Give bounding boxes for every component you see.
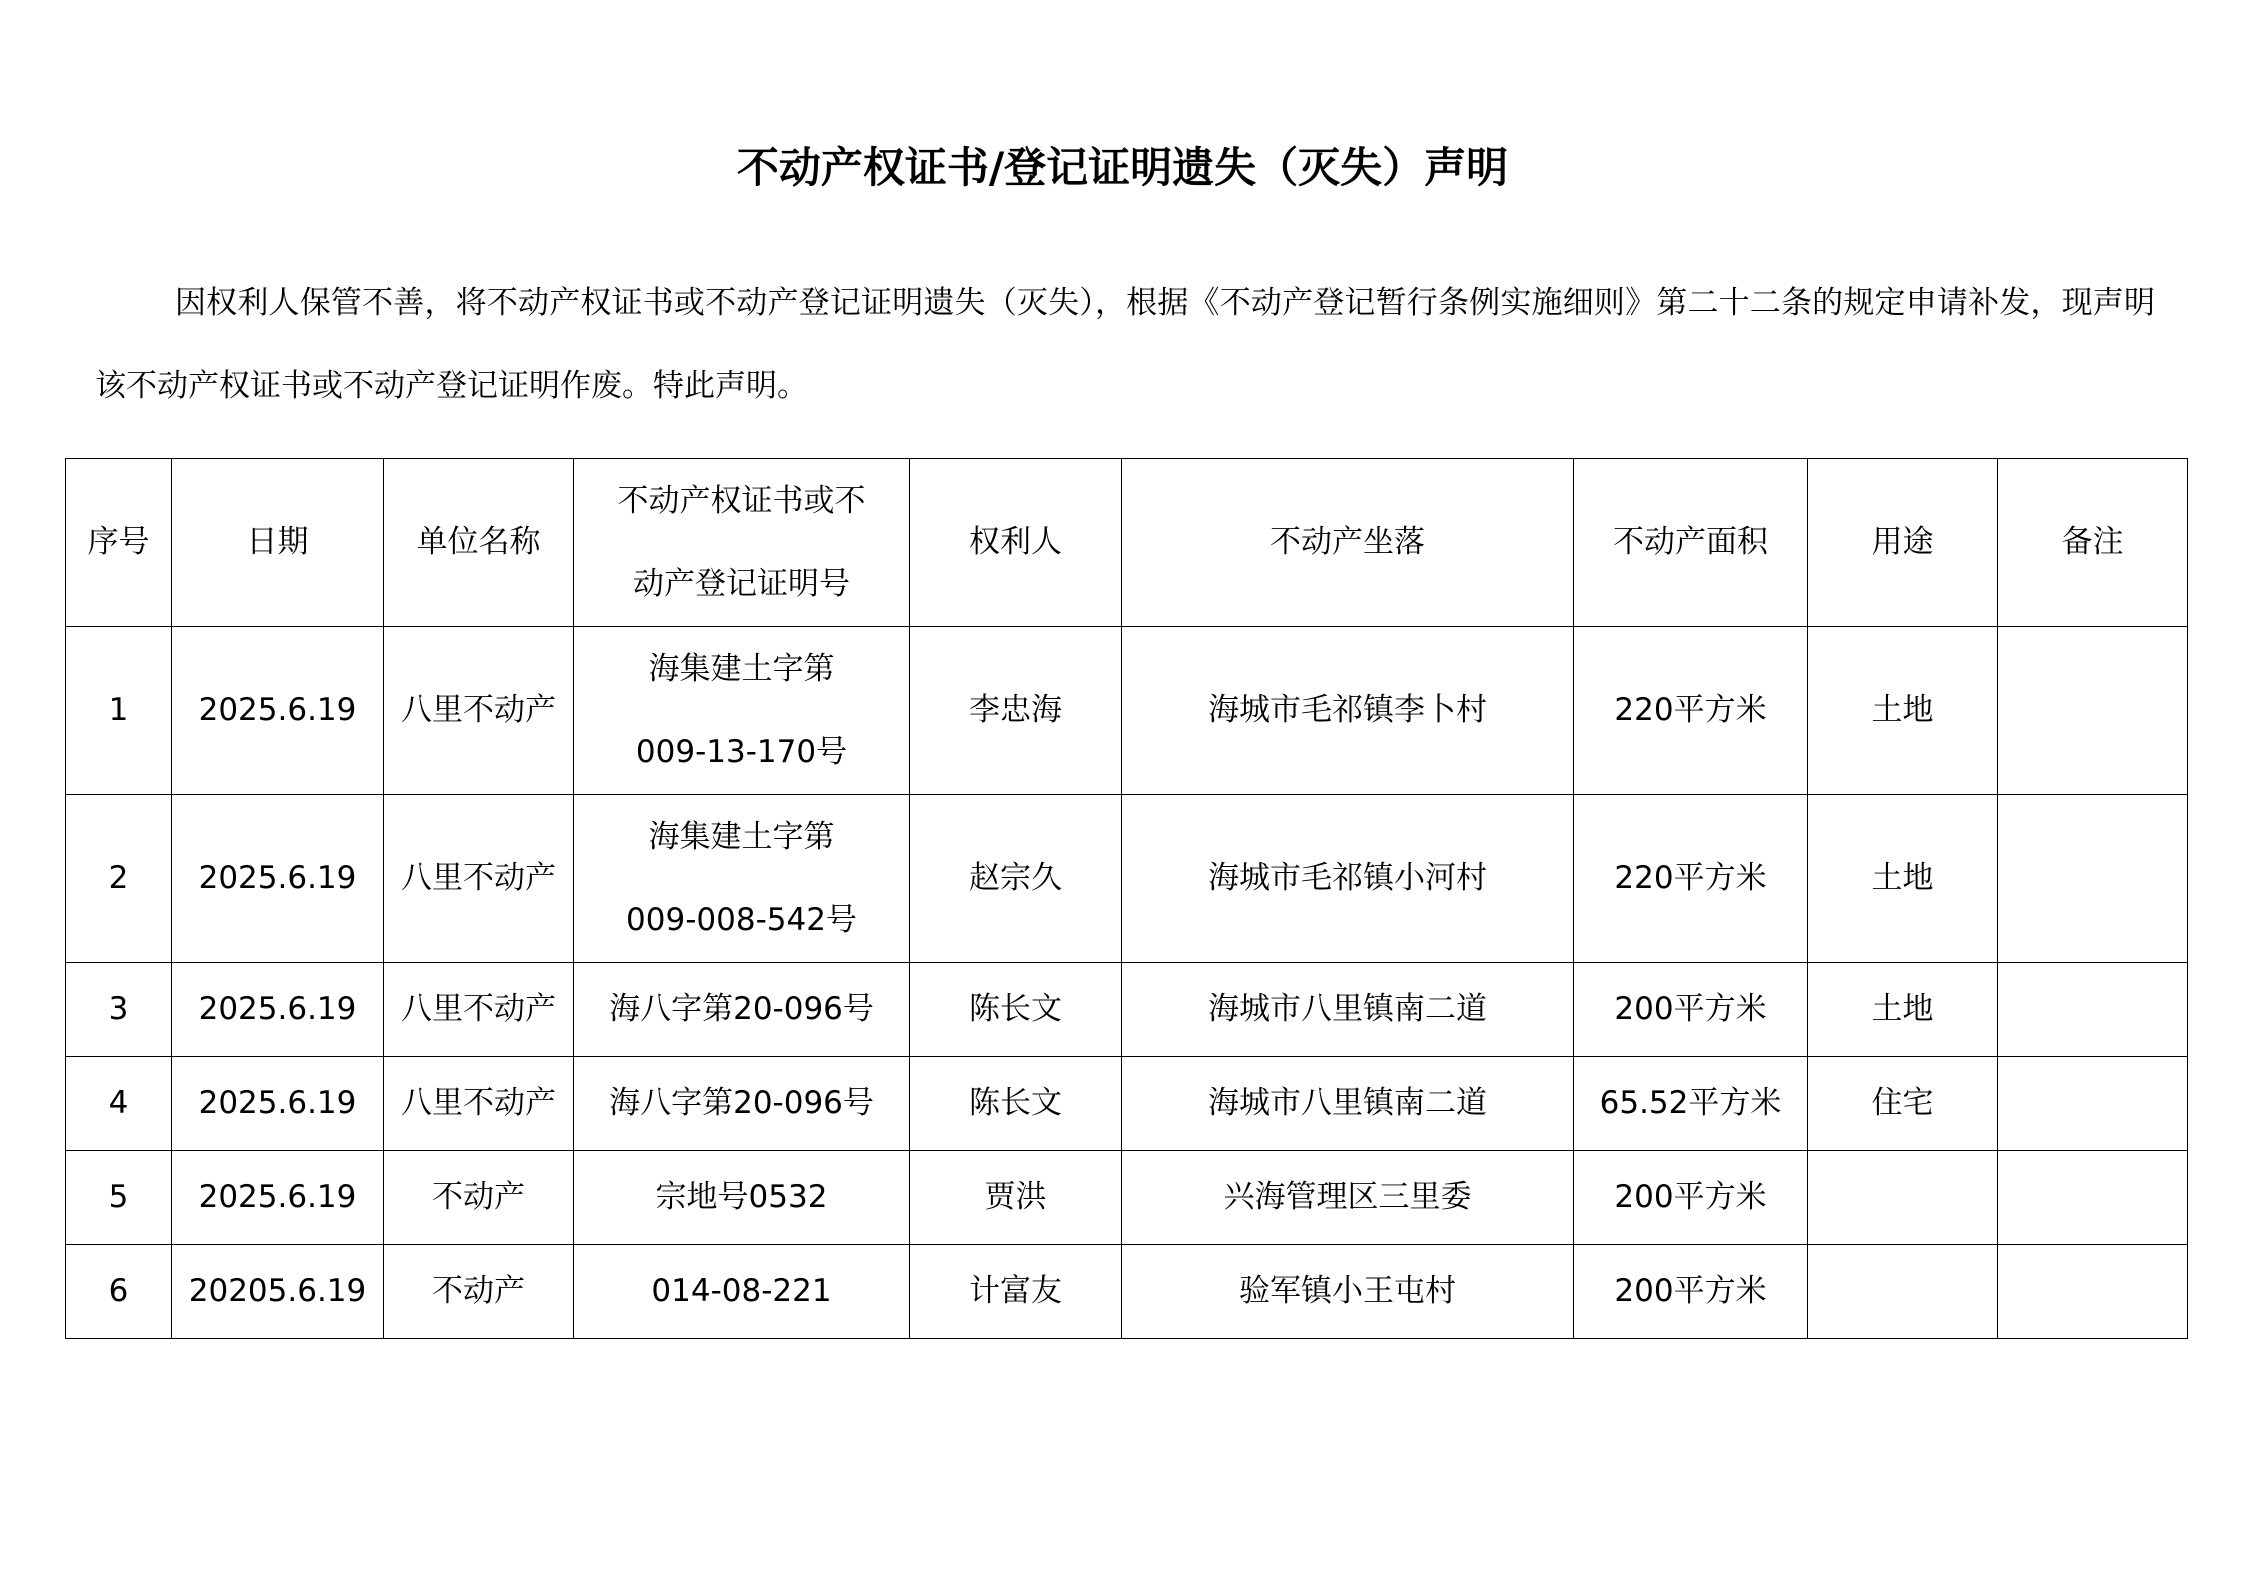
table-cell: 海城市毛祁镇小河村 xyxy=(1122,795,1574,963)
table-cell: 八里不动产 xyxy=(384,1057,574,1151)
table-cell xyxy=(1998,1057,2188,1151)
table-cell: 住宅 xyxy=(1808,1057,1998,1151)
table-cell: 海八字第20-096号 xyxy=(574,1057,910,1151)
table-cell: 2025.6.19 xyxy=(172,963,384,1057)
table-cell: 4 xyxy=(66,1057,172,1151)
table-cell: 220平方米 xyxy=(1574,627,1808,795)
table-cell xyxy=(1808,1245,1998,1339)
table-cell: 200平方米 xyxy=(1574,963,1808,1057)
table-cell: 5 xyxy=(66,1151,172,1245)
table-cell: 2025.6.19 xyxy=(172,627,384,795)
table-cell xyxy=(1998,795,2188,963)
table-cell: 014-08-221 xyxy=(574,1245,910,1339)
table-cell: 验军镇小王屯村 xyxy=(1122,1245,1574,1339)
header-cell: 不动产坐落 xyxy=(1122,459,1574,627)
table-cell: 1 xyxy=(66,627,172,795)
table-cell: 宗地号0532 xyxy=(574,1151,910,1245)
table-cell: 220平方米 xyxy=(1574,795,1808,963)
header-cell: 日期 xyxy=(172,459,384,627)
table-cell: 6 xyxy=(66,1245,172,1339)
table-cell: 海城市八里镇南二道 xyxy=(1122,963,1574,1057)
table-cell: 贾洪 xyxy=(910,1151,1122,1245)
loss-declaration-table xyxy=(65,458,2188,1339)
header-cell: 不动产权证书或不动产登记证明号 xyxy=(574,459,910,627)
table-cell: 20205.6.19 xyxy=(172,1245,384,1339)
table-cell: 不动产 xyxy=(384,1245,574,1339)
table-cell: 赵宗久 xyxy=(910,795,1122,963)
table-cell: 计富友 xyxy=(910,1245,1122,1339)
table-cell: 八里不动产 xyxy=(384,795,574,963)
document-title: 不动产权证书/登记证明遗失（灭失）声明 xyxy=(736,143,1509,192)
table-row xyxy=(66,1151,2188,1245)
table-cell xyxy=(1808,1151,1998,1245)
table-cell: 李忠海 xyxy=(910,627,1122,795)
header-cell: 单位名称 xyxy=(384,459,574,627)
table-row xyxy=(66,963,2188,1057)
table-cell: 200平方米 xyxy=(1574,1245,1808,1339)
table-row xyxy=(66,795,2188,963)
table-cell xyxy=(1998,627,2188,795)
table-row xyxy=(66,627,2188,795)
table-row xyxy=(66,1057,2188,1151)
table-cell: 海八字第20-096号 xyxy=(574,963,910,1057)
table-cell: 200平方米 xyxy=(1574,1151,1808,1245)
table-cell: 2025.6.19 xyxy=(172,1057,384,1151)
table-row xyxy=(66,1245,2188,1339)
header-cell: 用途 xyxy=(1808,459,1998,627)
table-cell: 陈长文 xyxy=(910,963,1122,1057)
table-cell: 土地 xyxy=(1808,795,1998,963)
table-cell xyxy=(1998,1245,2188,1339)
table-cell: 八里不动产 xyxy=(384,627,574,795)
table-header-row xyxy=(66,459,2188,627)
header-cell: 权利人 xyxy=(910,459,1122,627)
table-cell: 海集建土字第009-13-170号 xyxy=(574,627,910,795)
table-cell: 海集建土字第009-008-542号 xyxy=(574,795,910,963)
table-cell: 陈长文 xyxy=(910,1057,1122,1151)
table-cell: 不动产 xyxy=(384,1151,574,1245)
table-cell: 土地 xyxy=(1808,627,1998,795)
header-cell: 备注 xyxy=(1998,459,2188,627)
table-cell: 八里不动产 xyxy=(384,963,574,1057)
table-cell: 土地 xyxy=(1808,963,1998,1057)
header-cell: 序号 xyxy=(66,459,172,627)
table-cell xyxy=(1998,963,2188,1057)
table-cell: 海城市八里镇南二道 xyxy=(1122,1057,1574,1151)
table-cell: 3 xyxy=(66,963,172,1057)
table-cell: 65.52平方米 xyxy=(1574,1057,1808,1151)
table-cell: 海城市毛祁镇李卜村 xyxy=(1122,627,1574,795)
table-cell: 兴海管理区三里委 xyxy=(1122,1151,1574,1245)
declaration-paragraph: 因权利人保管不善，将不动产权证书或不动产登记证明遗失（灭失），根据《不动产登记暂行条例实施细则》第二十二条的规定申请补发，现声明该不动产权证书或不动产登记证明作废。特此声明。 xyxy=(95,285,2155,404)
table-cell xyxy=(1998,1151,2188,1245)
header-cell: 不动产面积 xyxy=(1574,459,1808,627)
table-cell: 2025.6.19 xyxy=(172,1151,384,1245)
table-cell: 2 xyxy=(66,795,172,963)
table-cell: 2025.6.19 xyxy=(172,795,384,963)
